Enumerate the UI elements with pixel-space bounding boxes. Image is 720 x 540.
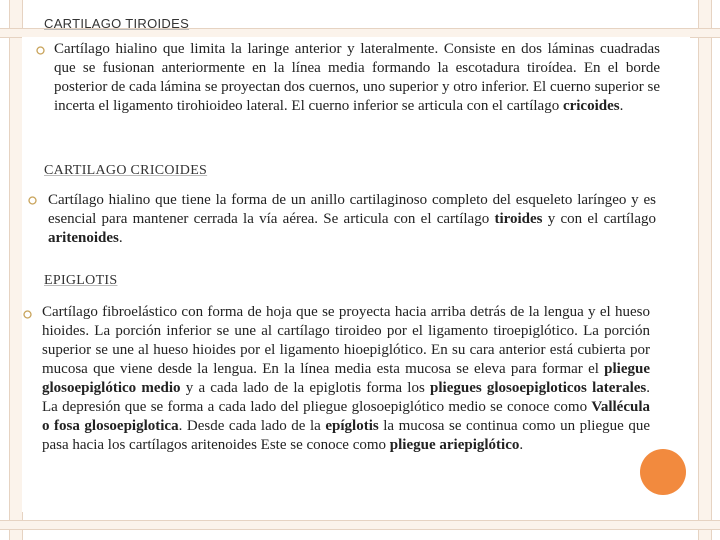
bullet-icon (28, 196, 36, 204)
bold-term: pliegue ariepiglótico (389, 437, 520, 453)
text-run: Cartílago hialino que limita la laringe anterior y lateralmente. Consiste en dos láminas cuadradas que se fusionan anteriormente en la línea media formando la escotadura tiroídea. En el borde posterior de cada lámina se proyectan dos cuernos, uno superior y otro inferior. El cuerno superior se incerta el ligamento tirohioideo lateral. El cuerno inferior se articula con el cartílago (54, 41, 660, 114)
bold-term: cricoides (562, 98, 620, 114)
bold-term: pliegues glosoepigloticos laterales (430, 380, 647, 396)
bold-term: pliegue glosoepiglótico medio (42, 361, 650, 396)
slide-frame-bottom (0, 520, 720, 530)
text-run: Cartílago hialino que tiene la forma de un anillo cartilaginoso completo del esqueleto laríngeo y es esencial para mantener cerrada la vía aérea. Se articula con el cartílago (48, 192, 656, 227)
slide-frame-left (9, 0, 23, 540)
bold-term: Vallécula o fosa glosoepiglotica (42, 399, 650, 434)
text-run: y a cada lado de la epiglotis forma los (180, 380, 431, 396)
text-run: y con el cartílago (542, 211, 656, 227)
bullet-icon (36, 46, 44, 54)
text-run: . (118, 230, 123, 246)
paragraph-tiroides (54, 40, 660, 116)
bullet-icon (23, 310, 31, 318)
bold-term: epíglotis (325, 418, 379, 434)
heading-epiglotis: EPIGLOTIS (44, 273, 118, 288)
bold-term: tiroides (494, 211, 543, 227)
text-run: . Desde cada lado de la (178, 418, 326, 434)
bold-term: aritenoides (48, 230, 119, 246)
slide-frame-right (698, 0, 712, 540)
text-run: la mucosa se continua como un pliegue que pasa hacia los cartílagos aritenoides Este se conoce como (42, 418, 650, 453)
paragraph-cricoides (48, 191, 656, 248)
orange-circle-decoration (640, 449, 686, 495)
text-run: Cartílago fibroelástico con forma de hoja que se proyecta hacia arriba detrás de la lengua y el hueso hioides. La porción inferior se une al cartílago tiroideo por el ligamento tiroepiglótico. La porción superior se une al hueso hioides por el ligamento hioepiglótico. En su cara anterior está cubierta por mucosa que viene desde la lengua. En la línea media esta mucosa se eleva para formar el (42, 304, 650, 377)
paragraph-epiglotis (42, 303, 650, 455)
heading-cartilago-cricoides: CARTILAGO CRICOIDES (44, 163, 208, 178)
text-run: . (619, 98, 624, 114)
heading-cartilago-tiroides: CARTILAGO TIROIDES (44, 16, 190, 31)
text-run: . (519, 437, 524, 453)
text-run: . La depresión que se forma a cada lado del pliegue glosoepiglótico medio se conoce como (42, 380, 650, 415)
